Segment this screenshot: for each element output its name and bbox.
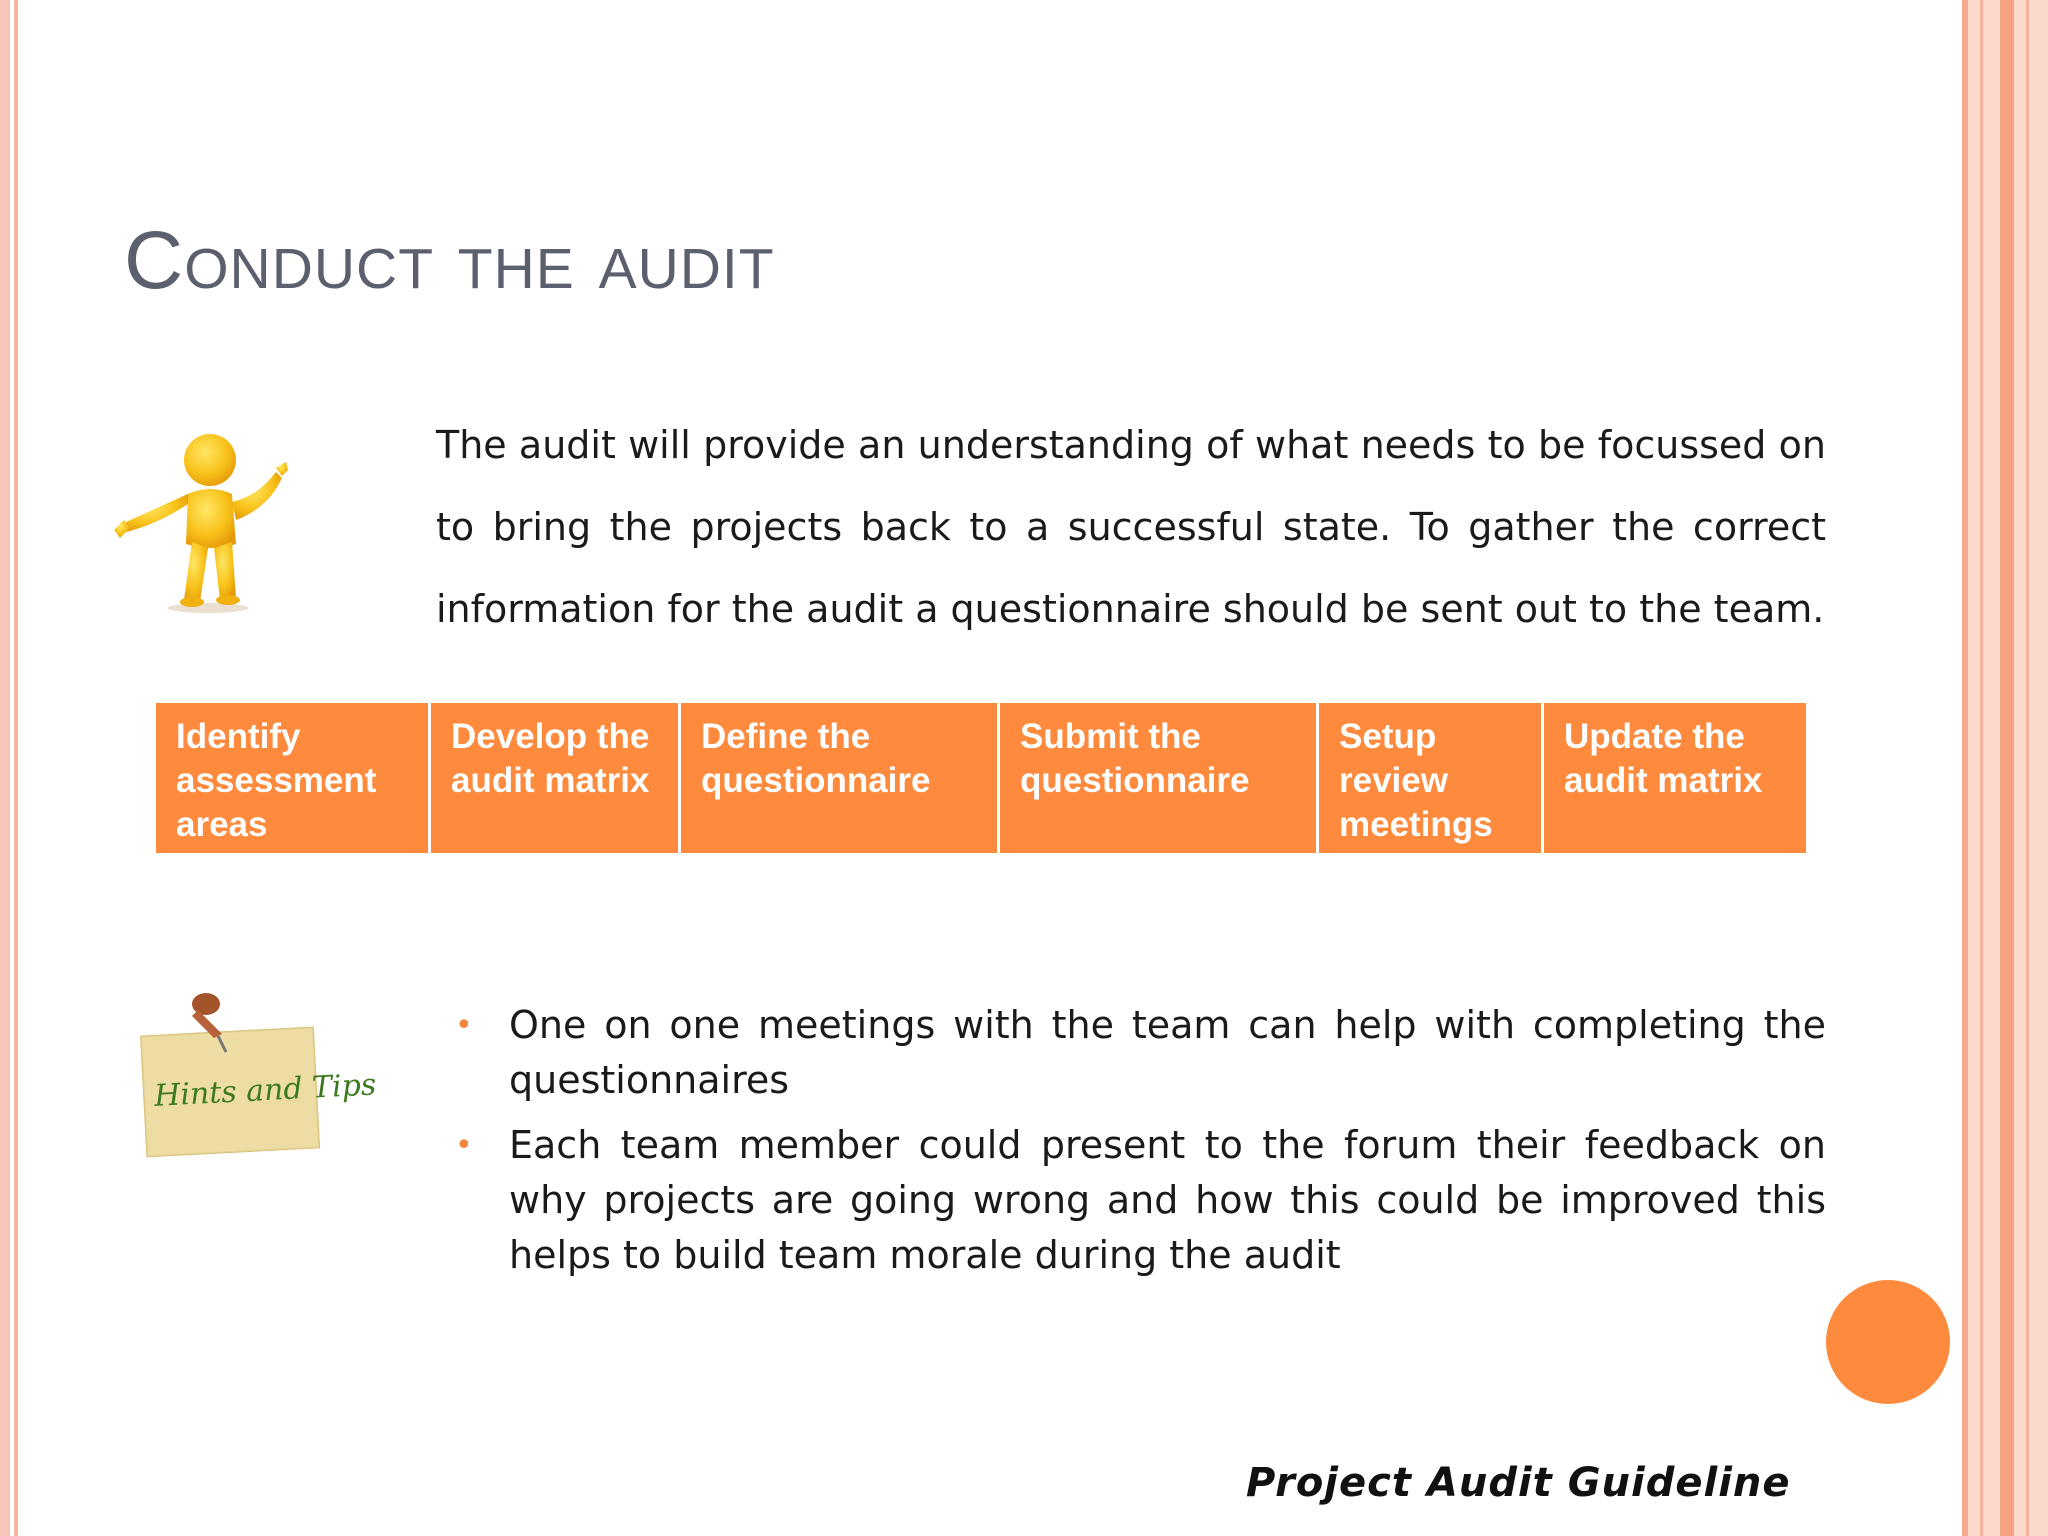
intro-paragraph: The audit will provide an understanding of what needs to be focussed on to bring the projects back to a successful state. To gather the correct information for the audit a questionnaire should be sent out to the team. [436, 423, 1826, 631]
list-item [450, 998, 1826, 1108]
list-item [450, 1118, 1826, 1283]
process-step: Identify assessment areas [156, 703, 428, 853]
right-frame-line [1980, 0, 1983, 1536]
right-frame-line [2000, 0, 2014, 1536]
tips-list [450, 998, 1826, 1293]
left-frame-stripe [0, 0, 10, 1536]
footer-text: Project Audit Guideline [1246, 1460, 1791, 1506]
process-step: Submit the questionnaire [1000, 703, 1316, 853]
decorative-circle [1826, 1280, 1950, 1404]
process-step: Update the audit matrix [1544, 703, 1806, 853]
hints-and-tips-note-icon [134, 980, 378, 1160]
yellow-person-icon [108, 424, 288, 614]
tip-text: One on one meetings with the team can help with completing the questionnaires [509, 1003, 1826, 1102]
process-step: Setup review meetings [1319, 703, 1541, 853]
bullet-dot: • [455, 1008, 473, 1043]
process-flow [156, 703, 1806, 853]
right-frame-line [1962, 0, 1968, 1536]
process-step: Define the questionnaire [681, 703, 997, 853]
bullet-dot: • [455, 1128, 473, 1163]
right-frame-line [2026, 0, 2029, 1536]
left-frame-line [14, 0, 18, 1536]
note-label: Hints and Tips [153, 1067, 378, 1114]
slide-title: Conduct the audit [124, 215, 775, 306]
tip-text: Each team member could present to the forum their feedback on why projects are going wrong and how this could be improved this helps to build team morale during the audit [509, 1123, 1826, 1277]
process-step: Develop the audit matrix [431, 703, 678, 853]
